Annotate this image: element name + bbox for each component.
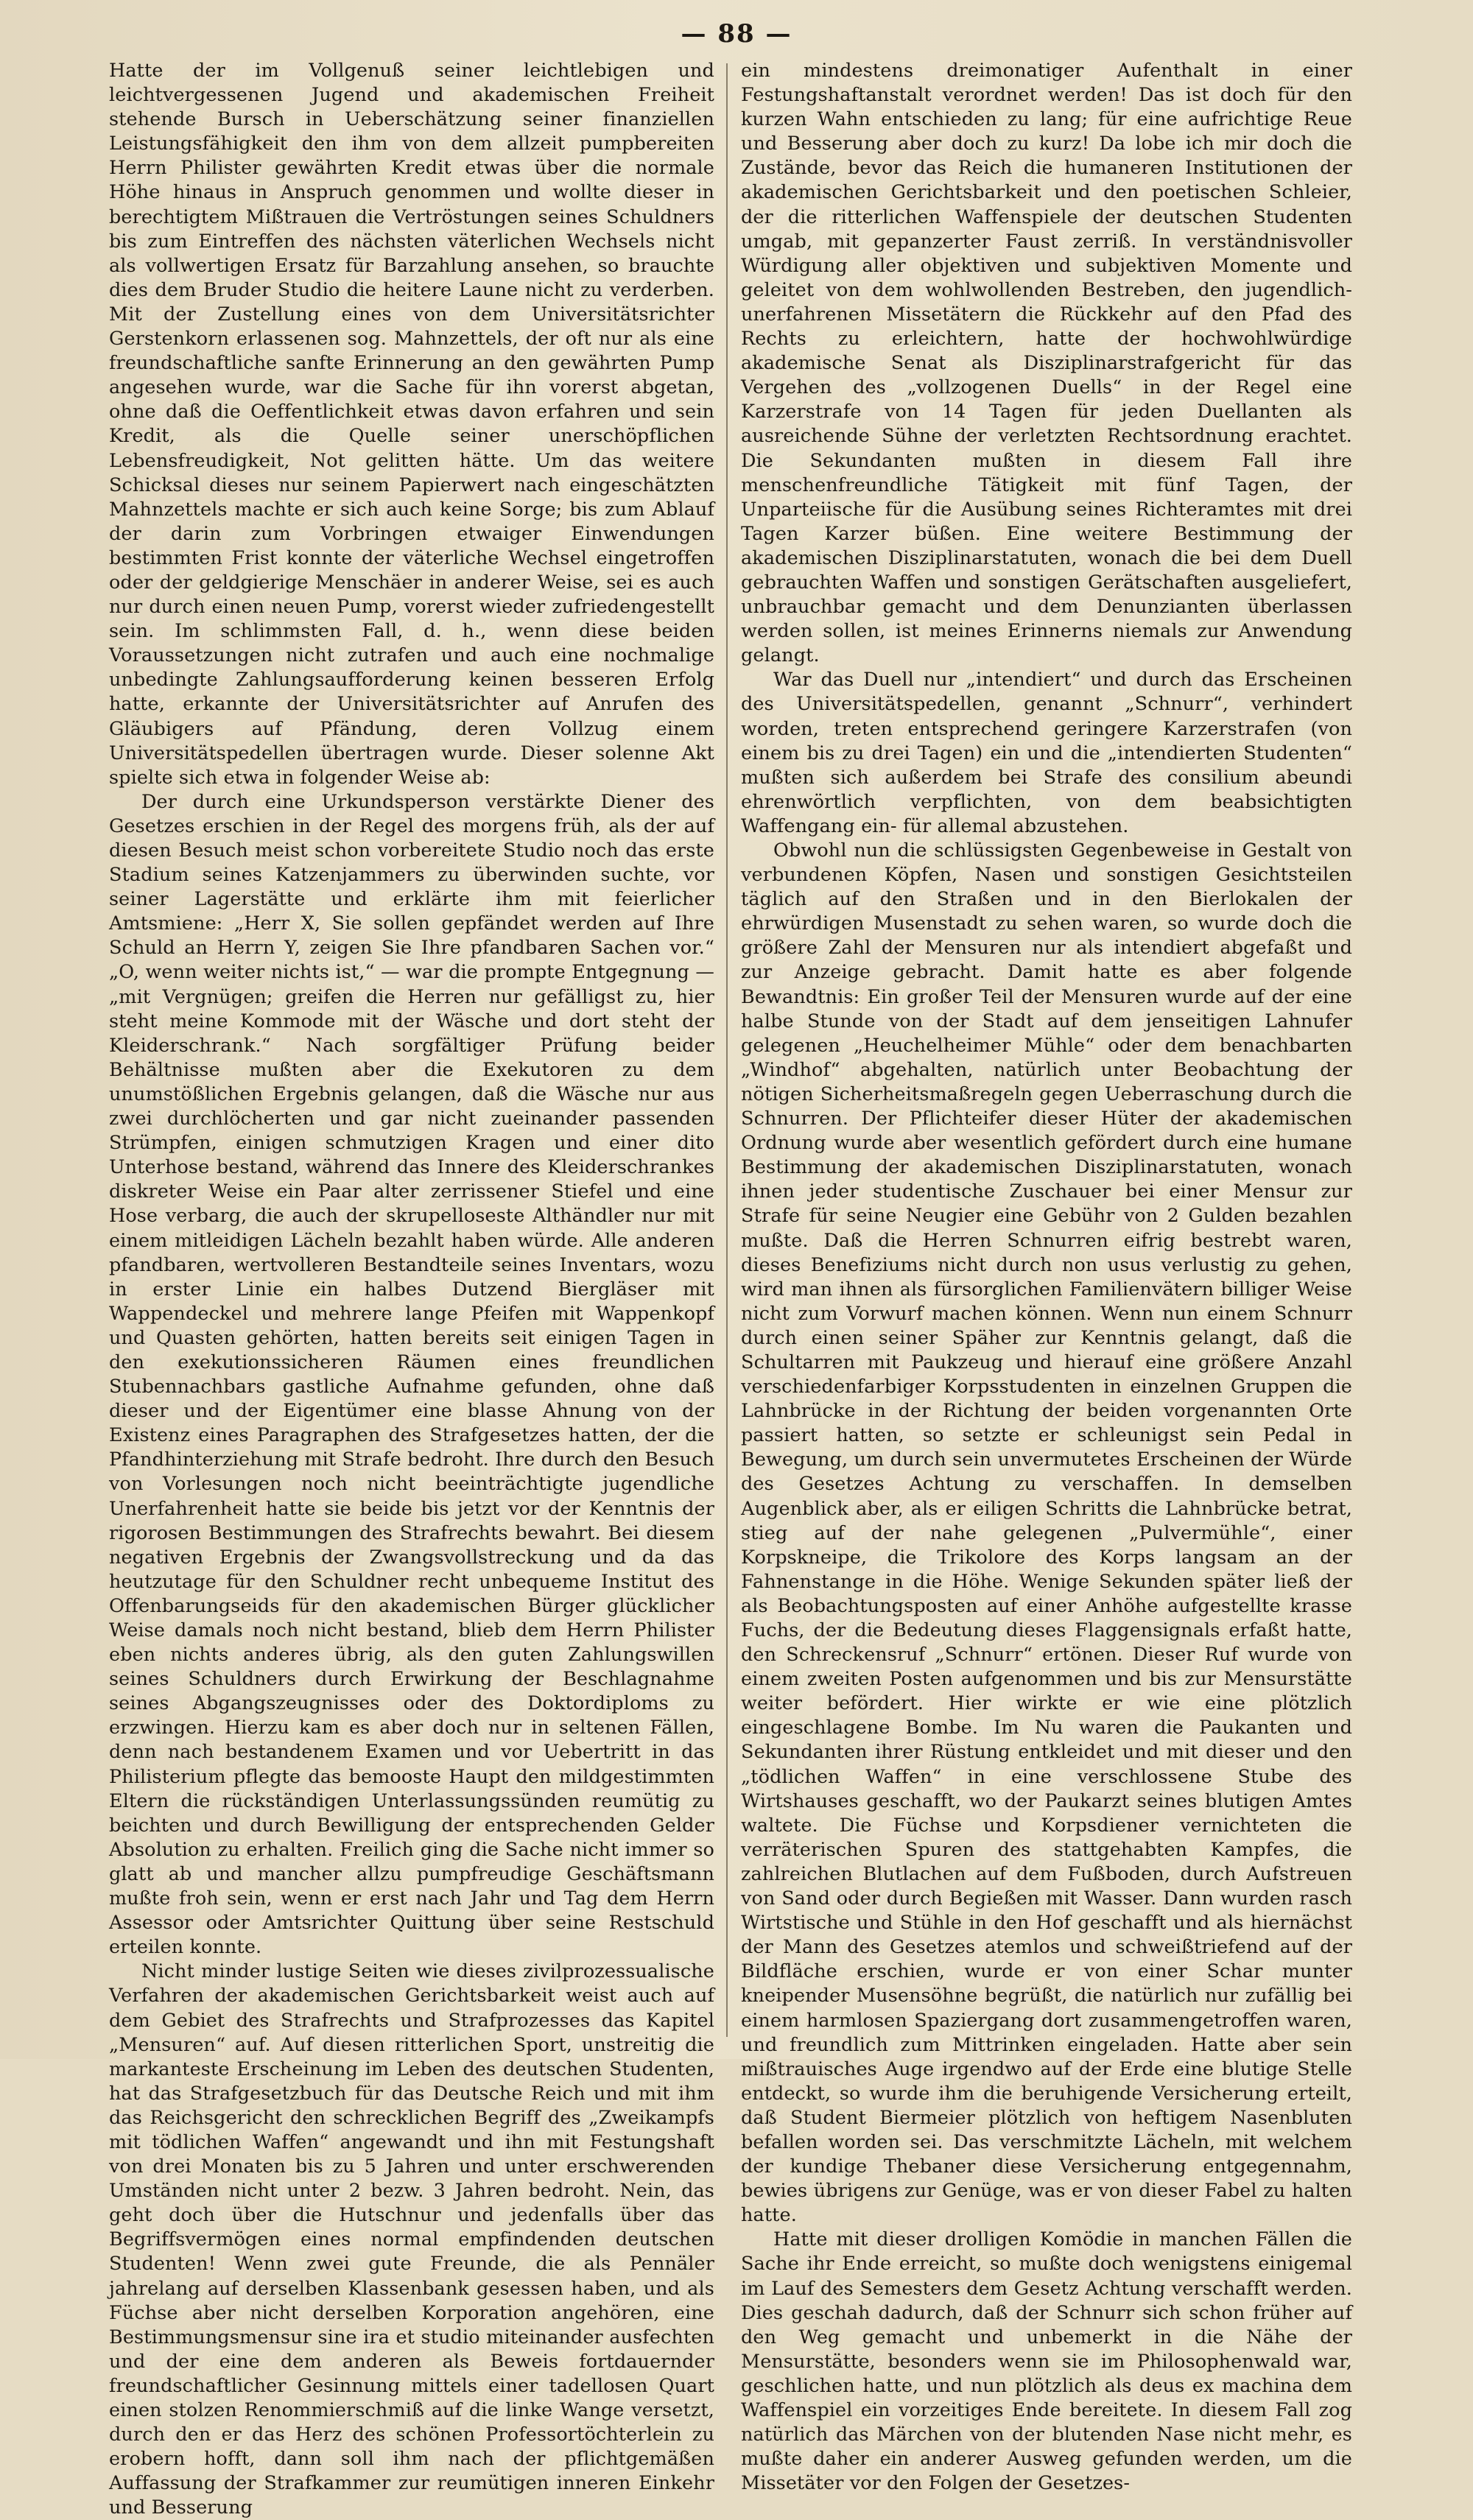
left-column (109, 59, 714, 2519)
paragraph: Der durch eine Urkundsperson verstärkte Diener des Gesetzes erschien in der Regel des morgens früh, als der auf diesen Besuch meist schon vorbereitete Studio noch das erste Stadium seines Katzenjammers zu überwinden suchte, vor seiner Lagerstätte und erklärte ihm mit feierlicher Amtsmiene: „Herr X, Sie sollen gepfändet werden auf Ihre Schuld an Herrn Y, zeigen Sie Ihre pfandbaren Sachen vor.“ „O, wenn weiter nichts ist,“ — war die prompte Entgegnung — „mit Vergnügen; greifen die Herren nur gefälligst zu, hier steht meine Kommode mit der Wäsche und dort steht der Kleiderschrank.“ Nach sorgfältiger Prüfung beider Behältnisse mußten aber die Exekutoren zu dem unumstößlichen Ergebnis gelangen, daß die Wäsche nur aus zwei durchlöcherten und gar nicht zueinander passenden Strümpfen, einigen schmutzigen Kragen und einer dito Unterhose bestand, während das Innere des Kleiderschrankes diskreter Weise ein Paar alter zerrissener Stiefel und eine Hose verbarg, die auch der skrupelloseste Althändler nur mit einem mitleidigen Lächeln bezahlt haben würde. Alle anderen pfandbaren, wertvolleren Bestandteile seines Inventars, wozu in erster Linie ein halbes Dutzend Biergläser mit Wappendeckel und mehrere lange Pfeifen mit Wappenkopf und Quasten gehörten, hatten bereits seit einigen Tagen in den exekutionssicheren Räumen eines freundlichen Stubennachbars gastliche Aufnahme gefunden, ohne daß dieser und der Eigentümer eine blasse Ahnung von der Existenz eines Paragraphen des Strafgesetzes hatten, der die Pfandhinterziehung mit Strafe bedroht. Ihre durch den Besuch von Vorlesungen noch nicht beeinträchtigte jugendliche Unerfahrenheit hatte sie beide bis jetzt vor der Kenntnis der rigorosen Bestimmungen des Strafrechts bewahrt. Bei diesem negativen Ergebnis der Zwangsvollstreckung und da das heutzutage für den Schuldner recht unbequeme Institut des Offenbarungseids für den akademischen Bürger glücklicher Weise damals noch nicht bestand, blieb dem Herrn Philister eben nichts anderes übrig, als den guten Zahlungswillen seines Schuldners durch Erwirkung der Beschlagnahme seines Abgangszeugnisses oder des Doktordiploms zu erzwingen. Hierzu kam es aber doch nur in seltenen Fällen, denn nach bestandenem Examen und vor Uebertritt in das Philisterium pflegte das bemooste Haupt den mildgestimmten Eltern die rückständigen Unterlassungssünden reumütig zu beichten und durch Bewilligung der entsprechenden Gelder Absolution zu erhalten. Freilich ging die Sache nicht immer so glatt ab und mancher allzu pumpfreudige Geschäftsmann mußte froh sein, wenn er erst nach Jahr und Tag dem Herrn Assessor oder Amtsrichter Quittung über seine Restschuld erteilen konnte. (109, 790, 714, 1959)
column-divider (726, 63, 728, 2037)
paragraph: ein mindestens dreimonatiger Aufenthalt in einer Festungshaftanstalt verordnet werden! Das ist doch für den kurzen Wahn entschieden zu lang; für eine aufrichtige Reue und Besserung aber doch zu kurz! Da lobe ich mir doch die Zustände, bevor das Reich die humaneren Institutionen der akademischen Gerichtsbarkeit und den poetischen Schleier, der die ritterlichen Waffenspiele der deutschen Studenten umgab, mit gepanzerter Faust zerriß. In verständnisvoller Würdigung aller objektiven und subjektiven Momente und geleitet von dem wohlwollenden Bestreben, den jugendlich-unerfahrenen Missetätern die Rückkehr auf den Pfad des Rechts zu erleichtern, hatte der hochwohlwürdige akademische Senat als Disziplinarstrafgericht für das Vergehen des „vollzogenen Duells“ in der Regel eine Karzerstrafe von 14 Tagen für jeden Duellanten als ausreichende Sühne der verletzten Rechtsordnung erachtet. Die Sekundanten mußten in diesem Fall ihre menschenfreundliche Tätigkeit mit fünf Tagen, der Unparteiische für die Ausübung seines Richteramtes mit drei Tagen Karzer büßen. Eine weitere Bestimmung der akademischen Disziplinarstatuten, wonach die bei dem Duell gebrauchten Waffen und sonstigen Gerätschaften ausgeliefert, unbrauchbar gemacht und dem Denunzianten überlassen werden sollen, ist meines Erinnerns niemals zur Anwendung gelangt. (741, 60, 1352, 667)
paragraph: Nicht minder lustige Seiten wie dieses zivilprozessualische Verfahren der akademischen Gerichtsbarkeit weist auch auf dem Gebiet des Strafrechts und Strafprozesses das Kapitel „Mensuren“ auf. Auf diesen ritterlichen Sport, unstreitig die markanteste Erscheinung im Leben des deutschen Studenten, hat das Strafgesetzbuch für das Deutsche Reich und mit ihm das Reichsgericht den schrecklichen Begriff des „Zweikampfs mit tödlichen Waffen“ angewandt und ihn mit Festungshaft von drei Monaten bis zu 5 Jahren und unter erschwerenden Umständen nicht unter 2 bezw. 3 Jahren bedroht. Nein, das geht doch über die Hutschnur und jedenfalls über das Begriffsvermögen eines normal empfindenden deutschen Studenten! Wenn zwei gute Freunde, die als Pennäler jahrelang auf derselben Klassenbank gesessen haben, und als Füchse aber nicht derselben Korporation angehören, eine Bestimmungsmensur sine ira et studio miteinander ausfechten und der eine dem anderen als Beweis fortdauernder freundschaftlicher Gesinnung mittels einer tadellosen Quart einen stolzen Renommierschmiß auf die linke Wange versetzt, durch den er das Herz des schönen Professortöchterlein zu erobern hofft, dann soll ihm nach der pflichtgemäßen Auffassung der Strafkammer zur reumütigen inneren Einkehr und Besserung (109, 1960, 714, 2519)
page-number: — 88 — (681, 19, 792, 49)
right-column (741, 59, 1352, 2495)
paragraph: War das Duell nur „intendiert“ und durch das Erscheinen des Universitätspedellen, genannt „Schnurr“, verhindert worden, treten entsprechend geringere Karzerstrafen (von einem bis zu drei Tagen) ein und die „intendierten Studenten“ mußten sich außerdem bei Strafe des consilium abeundi ehrenwörtlich verpflichten, von dem beabsichtigten Waffengang ein- für allemal abzustehen. (741, 669, 1352, 837)
paragraph: Hatte der im Vollgenuß seiner leichtlebigen und leichtvergessenen Jugend und akademischen Freiheit stehende Bursch in Ueberschätzung seiner finanziellen Leistungsfähigkeit den ihm von dem allzeit pumpbereiten Herrn Philister gewährten Kredit etwas über die normale Höhe hinaus in Anspruch genommen und wollte dieser in berechtigtem Mißtrauen die Vertröstungen seines Schuldners bis zum Eintreffen des nächsten väterlichen Wechsels nicht als vollwertigen Ersatz für Barzahlung ansehen, so brauchte dies dem Bruder Studio die heitere Laune nicht zu verderben. Mit der Zustellung eines von dem Universitätsrichter Gerstenkorn erlassenen sog. Mahnzettels, der oft nur als eine freundschaftliche sanfte Erinnerung an den gewährten Pump angesehen wurde, war die Sache für ihn vorerst abgetan, ohne daß die Oeffentlichkeit etwas davon erfahren und sein Kredit, als die Quelle seiner unerschöpflichen Lebensfreudigkeit, Not gelitten hätte. Um das weitere Schicksal dieses nur seinem Papierwert nach eingeschätzten Mahnzettels machte er sich auch keine Sorge; bis zum Ablauf der darin zum Vorbringen etwaiger Einwendungen bestimmten Frist konnte der väterliche Wechsel eingetroffen oder der geldgierige Menschäer in anderer Weise, sei es auch nur durch einen neuen Pump, vorerst wieder zufriedengestellt sein. Im schlimmsten Fall, d. h., wenn diese beiden Voraussetzungen nicht zutrafen und auch eine nochmalige unbedingte Zahlungsaufforderung keinen besseren Erfolg hatte, erkannte der Universitätsrichter auf Anrufen des Gläubigers auf Pfändung, deren Vollzug einem Universitätspedellen übertragen wurde. Dieser solenne Akt spielte sich etwa in folgender Weise ab: (109, 60, 714, 789)
paragraph: Hatte mit dieser drolligen Komödie in manchen Fällen die Sache ihr Ende erreicht, so mußte doch wenigstens einigemal im Lauf des Semesters dem Gesetz Achtung verschafft werden. Dies geschah dadurch, daß der Schnurr sich schon früher auf den Weg gemacht und unbemerkt in die Nähe der Mensurstätte, besonders wenn sie im Philosophenwald war, geschlichen hatte, und nun plötzlich als deus ex machina dem Waffenspiel ein vorzeitiges Ende bereitete. In diesem Fall zog natürlich das Märchen von der blutenden Nase nicht mehr, es mußte daher ein anderer Ausweg gefunden werden, um die Missetäter vor den Folgen der Gesetzes- (741, 2228, 1352, 2495)
paragraph: Obwohl nun die schlüssigsten Gegenbeweise in Gestalt von verbundenen Köpfen, Nasen und sonstigen Gesichtsteilen täglich auf den Straßen und in den Bierlokalen der ehrwürdigen Musenstadt zu sehen waren, so wurde doch die größere Zahl der Mensuren nur als intendiert abgefaßt und zur Anzeige gebracht. Damit hatte es aber folgende Bewandtnis: Ein großer Teil der Mensuren wurde auf der eine halbe Stunde von der Stadt auf dem jenseitigen Lahnufer gelegenen „Heuchelheimer Mühle“ oder dem benachbarten „Windhof“ abgehalten, natürlich unter Beobachtung der nötigen Sicherheitsmaßregeln gegen Ueberraschung durch die Schnurren. Der Pflichteifer dieser Hüter der akademischen Ordnung wurde aber wesentlich gefördert durch eine humane Bestimmung der akademischen Disziplinarstatuten, wonach ihnen jeder studentische Zuschauer bei einer Mensur zur Strafe für seine Neugier eine Gebühr von 2 Gulden bezahlen mußte. Daß die Herren Schnurren eifrig bestrebt waren, dieses Benefiziums nicht durch non usus verlustig zu gehen, wird man ihnen als fürsorglichen Familienvätern billiger Weise nicht zum Vorwurf machen können. Wenn nun einem Schnurr durch einen seiner Späher zur Kenntnis gelangt, daß die Schultarren mit Paukzeug und hierauf eine größere Anzahl verschiedenfarbiger Korpsstudenten in einzelnen Gruppen die Lahnbrücke in der Richtung der beiden vorgenannten Orte passiert hatten, so setzte er schleunigst sein Pedal in Bewegung, um durch sein unvermutetes Erscheinen der Würde des Gesetzes Achtung zu verschaffen. In demselben Augenblick aber, als er eiligen Schritts die Lahnbrücke betrat, stieg auf der nahe gelegenen „Pulvermühle“, einer Korpskneipe, die Trikolore des Korps langsam an der Fahnenstange in die Höhe. Wenige Sekunden später ließ der als Beobachtungsposten auf einer Anhöhe aufgestellte krasse Fuchs, der die Bedeutung dieses Flaggensignals erfaßt hatte, den Schreckensruf „Schnurr“ ertönen. Dieser Ruf wurde von einem zweiten Posten aufgenommen und bis zur Mensurstätte weiter befördert. Hier wirkte er wie eine plötzlich eingeschlagene Bombe. Im Nu waren die Paukanten und Sekundanten ihrer Rüstung entkleidet und mit dieser und den „tödlichen Waffen“ in eine verschlossene Stube des Wirtshauses geschafft, wo der Paukarzt seines blutigen Amtes waltete. Die Füchse und Korpsdiener vernichteten die verräterischen Spuren des stattgehabten Kampfes, die zahlreichen Blutlachen auf dem Fußboden, durch Aufstreuen von Sand oder durch Begießen mit Wasser. Dann wurden rasch Wirtstische und Stühle in den Hof geschafft und als hiernächst der Mann des Gesetzes atemlos und schweißtriefend auf der Bildfläche erschien, wurde er von einer Schar munter kneipender Musensöhne begrüßt, die natürlich nur zufällig bei einem harmlosen Spaziergang dort zusammengetroffen waren, und freundlich zum Mittrinken eingeladen. Hatte aber sein mißtrauisches Auge irgendwo auf der Erde eine blutige Stelle entdeckt, so wurde ihm die beruhigende Versicherung erteilt, daß Student Biermeier plötzlich von heftigem Nasenbluten befallen worden sei. Das verschmitzte Lächeln, mit welchem der kundige Thebaner diese Versicherung entgegennahm, bewies übrigens zur Genüge, was er von dieser Fabel zu halten hatte. (741, 840, 1352, 2227)
